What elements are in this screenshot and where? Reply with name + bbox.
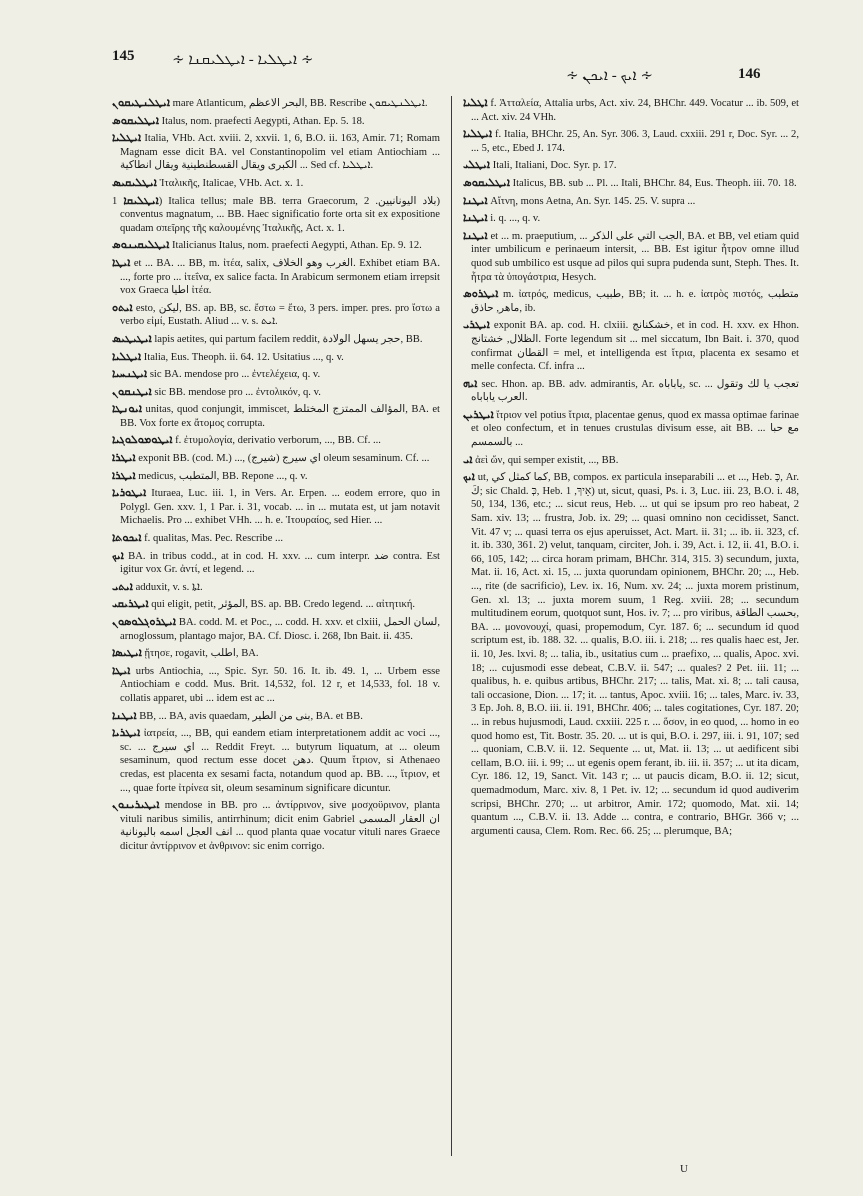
dictionary-entry bbox=[463, 176, 799, 191]
entry-lemma: ܐܝܛܠܝ bbox=[463, 158, 491, 172]
entry-text: sec. Hhon. ap. BB. adv. admirantis, Ar. ياباباه, sc. ... تعجب يا لك وتقول العرب ياباباه. bbox=[471, 378, 799, 404]
dictionary-entry bbox=[112, 451, 440, 466]
entry-text: Italia, VHb. Act. xviii. 2, xxvii. 1, 6, B.O. ii. 163, Amir. 71; Romam Magnam esse dicit BA. vel Constantinopolim vel etiam Antiochiam ... الكبرى ويقال القسطنطينية ويقال انطاكية ... Sed cf. ܐܝܛܠܝܐ. bbox=[120, 133, 440, 172]
dictionary-entry bbox=[463, 211, 799, 226]
dictionary-entry bbox=[463, 470, 799, 838]
entry-lemma: ܐܛܠܝܐ bbox=[463, 96, 488, 109]
dictionary-entry bbox=[112, 709, 440, 724]
entry-lemma: ܐܝܛܪܐ bbox=[112, 468, 136, 482]
left-column bbox=[112, 96, 440, 1156]
entry-text: ἴτριον vel potius ἴτρια, placentae genus, quod ex massa optimae farinae et oleo confectum, et in tenues crustulas divisum esse, ait BB. ... مع حبا بالسمسم ... bbox=[471, 409, 799, 449]
right-page-number: 146 bbox=[738, 66, 761, 82]
entry-lemma: ܐܝܛܪܝ bbox=[463, 318, 490, 332]
entry-text: Italus, nom. praefecti Aegypti, Athan. Ep. 5. 18. bbox=[161, 115, 365, 127]
entry-text: unitas, quod conjungit, immiscet, المؤالف الممتزج المختلط, BA. et BB. Vox forte ex ἄτομος corrupta. bbox=[120, 404, 440, 429]
entry-lemma: ܐܝܛܢܐ bbox=[463, 211, 488, 225]
dictionary-entry bbox=[112, 726, 440, 795]
entry-text: BB, ... BA, avis quaedam, بنى من الطير, BA. et BB. bbox=[139, 710, 363, 722]
entry-text: qui eligit, petit, المؤثر, BS. ap. BB. Credo legend. ... αἰτητική. bbox=[151, 599, 416, 611]
dictionary-entry bbox=[463, 453, 799, 468]
entry-lemma: ܐܝܛܐ bbox=[112, 663, 131, 677]
entry-lemma: ܐܝܟ bbox=[112, 548, 124, 562]
entry-lemma: ܐܝܛܘܡܘܠܘܓܝܐ bbox=[112, 433, 173, 447]
dictionary-entry bbox=[112, 615, 440, 643]
page-header bbox=[0, 44, 863, 84]
dictionary-entry bbox=[112, 549, 440, 577]
entry-lemma: ܐܝܛܪܝܐ bbox=[112, 726, 141, 740]
entry-text: 1) Italica tellus; male BB. terra Graecorum, بلاد اليونانيين. 2) conventus magnatum, ... BB. Haec significatio forte orta sit ex expositione quadam σπεῖρης τῆς καλουμένης Ἰταλικῆς, Act. x. 1. bbox=[112, 195, 440, 234]
dictionary-entry bbox=[463, 408, 799, 450]
entry-lemma: ܐܝܟܘܬܐ bbox=[112, 531, 142, 545]
dictionary-entry bbox=[112, 469, 440, 484]
entry-lemma: ܐܝ bbox=[463, 452, 473, 466]
entry-lemma: ܐܝܛܠܝܩܘܣ bbox=[463, 175, 510, 189]
entry-lemma: ܐܝܛܢܩܘܢ bbox=[112, 384, 152, 398]
entry-lemma: ܐܝܛܢܐ bbox=[463, 228, 488, 242]
signature-mark: U bbox=[680, 1163, 688, 1175]
entry-text: Italicus, BB. sub ... Pl. ... Itali, BHChr. 84, Eus. Theoph. iii. 70. 18. bbox=[512, 177, 797, 189]
left-running-head: ∻ ܐܝܛܠܝܐ - ܐܝܛܠܝܩܢܐ ∻ bbox=[172, 52, 314, 68]
dictionary-entry bbox=[463, 287, 799, 315]
entry-lemma: ܐܝܛܝܛܝܣ bbox=[112, 331, 152, 345]
entry-text: exponit BB. (cod. M.) ..., اي سيرج (شيرج) oleum sesaminum. Cf. ... bbox=[138, 453, 430, 465]
entry-text: exponit BA. ap. cod. H. clxiii. خشكنانج, et in cod. H. xxv. ex Hhon. الظلال, خشتانج. Forte legendum sit ... mel siccatum, Ibn Bait. i. 370, quod confirmat القطان = mel, et intelligenda est ἴτρια, placenta ex sesamo et melle confecta. Cf. infra ... bbox=[471, 320, 799, 373]
entry-text: Αἴτνη, mons Aetna, An. Syr. 145. 25. V. supra ... bbox=[490, 195, 696, 207]
entry-text: Italia, Eus. Theoph. ii. 64. 12. Usitatius ..., q. v. bbox=[143, 351, 344, 363]
entry-text: f. ἐτυμολογία, derivatio verborum, ..., BB. Cf. ... bbox=[175, 435, 381, 447]
entry-text: ᾔτησε, rogavit, اطلب, BA. bbox=[144, 648, 259, 660]
dictionary-entry bbox=[112, 301, 440, 329]
entry-text: f. Ἀτταλεία, Attalia urbs, Act. xiv. 24, BHChr. 449. Vocatur ... ib. 509, et ... Act. xiv. 24 VHh. bbox=[471, 98, 799, 123]
dictionary-entry bbox=[463, 127, 799, 155]
entry-text: Ἰταλικῆς, Italicae, VHb. Act. x. 1. bbox=[159, 177, 304, 189]
entry-text: f. qualitas, Mas. Pec. Rescribe ... bbox=[144, 533, 284, 545]
entry-lemma: ܐܝܟ bbox=[463, 470, 475, 484]
dictionary-entry bbox=[112, 114, 440, 129]
entry-text: esto, ليكن, BS. ap. BB, sc. ἔστω = ἔτω, 3 pers. imper. pres. pro ἴστω a verbo εἰμί, Eustath. Aliud ... v. s. ܐܝܬ. bbox=[120, 302, 440, 328]
dictionary-entry bbox=[463, 377, 799, 405]
entry-text: sic BA. mendose pro ... ἐντελέχεια, q. v. bbox=[149, 369, 321, 381]
dictionary-entry bbox=[112, 350, 440, 365]
dictionary-entry bbox=[112, 597, 440, 612]
column-divider bbox=[451, 96, 452, 1156]
dictionary-entry bbox=[463, 158, 799, 173]
entry-text: adduxit, v. s. ܐܬܐ. bbox=[135, 581, 203, 593]
entry-lemma: ܐܝܛܪܘܓܠܘܣܘܢ bbox=[112, 615, 176, 628]
entry-text: f. Italia, BHChr. 25, An. Syr. 306. 3, Laud. cxxiii. 291 r, Doc. Syr. ... 2, ... 5, etc., Ebed J. 174. bbox=[471, 129, 799, 154]
entry-lemma: ܐܝܛܢܐ bbox=[112, 708, 137, 722]
entry-lemma: ܐܝܛܪܝܩܝ bbox=[112, 597, 149, 611]
dictionary-entry bbox=[112, 486, 440, 528]
entry-text: medicus, المتطبب, BB. Repone ..., q. v. bbox=[138, 470, 308, 482]
entry-lemma: ܐܝܛܢܐ bbox=[463, 193, 488, 207]
left-page-number: 145 bbox=[112, 48, 135, 64]
entry-lemma: ܐܝܛܠܝܩܘܣ bbox=[112, 113, 159, 127]
entry-lemma: ܐܝܛܪܐ bbox=[112, 451, 136, 465]
entry-text: urbs Antiochia, ..., Spic. Syr. 50. 16. It. ib. 49. 1, ... Urbem esse Antiochiam e codd. Mus. Brit. 14,532, fol. 12 r, et 14,533, fol. 18 v. collatis apparet, ubi ... idem est ac ... bbox=[120, 665, 440, 704]
dictionary-entry bbox=[112, 332, 440, 347]
entry-lemma: ܐܝܛܠܝܐ bbox=[463, 127, 493, 141]
dictionary-entry bbox=[112, 664, 440, 706]
dictionary-entry bbox=[463, 229, 799, 284]
dictionary-entry bbox=[463, 194, 799, 209]
entry-text: BA. in tribus codd., at in cod. H. xxv. ... cum interpr. ضد contra. Est igitur vox Gr. ἀντί, et legend. ... bbox=[120, 550, 440, 576]
dictionary-entry bbox=[112, 580, 440, 595]
dictionary-entry bbox=[112, 176, 440, 191]
entry-lemma: ܐܝܛܠܢܛܝܩܘܢ bbox=[112, 96, 170, 109]
right-running-head: ∻ ܐܝܟ - ܐܝܟܢ ∻ bbox=[566, 68, 653, 84]
entry-lemma: ܐܝܛܠܝܩܐ bbox=[123, 193, 159, 207]
dictionary-entry bbox=[112, 96, 440, 111]
entry-text: ἰατρεία, ..., BB, qui eandem etiam interpretationem addit ac voci ..., sc. ... اي سيرج ... Reddit Freyt. ... butyrum liquatum, at ... oleum sesaminum, quod rectum esse docet دهن. Quum ἴτριον, si Athenaeo credas, est placenta ex sesami facta, notandum quod ap. BB. ..., ἴτριον, et ..., quae forte ἰτρίνεα sit, oleum sesaminum significare dicuntur. bbox=[120, 728, 440, 794]
dictionary-entry bbox=[112, 433, 440, 448]
dictionary-entry bbox=[112, 385, 440, 400]
entry-text: et ... BA. ... BB, m. ἰτέα, salix, الغرب وهو الخلاف. Exhibet etiam BA. ..., forte pro ... ἰτεΐνα, ex salice facta. In Arabicum sermonem etiam irrepsit vox Graeca اطيا ἰτέα. bbox=[120, 257, 440, 297]
entry-text: ἀεὶ ὤν, qui semper existit, ..., BB. bbox=[475, 454, 619, 466]
entry-text: i. q. ..., q. v. bbox=[490, 213, 541, 225]
dictionary-entry bbox=[112, 402, 440, 430]
dictionary-entry bbox=[463, 318, 799, 373]
entry-lemma: ܐܝܗ bbox=[463, 376, 478, 390]
entry-lemma: ܐܝܛܠܝܩܝܣ bbox=[112, 175, 157, 189]
entry-lemma: ܐܝܘܢܛܐ bbox=[112, 402, 142, 416]
entry-lemma: ܐܝܛܢܚܝܐ bbox=[112, 367, 148, 381]
entry-lemma: ܐܝܛܘܪܝܐ bbox=[112, 486, 147, 500]
entry-text: mare Atlanticum, البحر الاعظم, BB. Rescribe ܐܝܛܠܢܛܝܩܘܢ. bbox=[172, 98, 428, 109]
dictionary-entry bbox=[112, 798, 440, 853]
right-column bbox=[463, 96, 799, 1156]
entry-lemma: ܐܝܛܪܝܢ bbox=[463, 407, 494, 421]
dictionary-entry bbox=[112, 131, 440, 173]
entry-text: Itali, Italiani, Doc. Syr. p. 17. bbox=[492, 160, 617, 172]
entry-text: Italicianus Italus, nom. praefecti Aegypti, Athan. Ep. 9. 12. bbox=[172, 240, 422, 252]
entry-text: BA. codd. M. et Poc., ... codd. H. xxv. et clxiii, لسان الحمل, arnoglossum, plantago major, BA. Cf. Diosc. i. 268, Ibn Bait. ii. 435. bbox=[120, 617, 440, 642]
entry-text: sic BB. mendose pro ... ἐντολικόν, q. v. bbox=[154, 386, 321, 398]
dictionary-entry bbox=[112, 367, 440, 382]
entry-lemma: ܐܝܛܪܘܣ bbox=[463, 287, 499, 301]
dictionary-entry bbox=[463, 96, 799, 124]
dictionary-entry bbox=[112, 531, 440, 546]
dictionary-entry bbox=[112, 256, 440, 298]
entry-text: mendose in BB. pro ... ἀντίρρινον, sive μοσχοϋρινον, planta vituli naribus similis, antirrhinum; dicit enim Gabriel ان العقار المسمى انف العجل اسمه باليونانية ... quod planta quae vocatur vituli nares Graece dicitur ἀντίρρινον et ἀνθρινον: sic enim corrigo. bbox=[120, 800, 440, 852]
entry-lemma: ܐܝܛܠܝܐ bbox=[112, 349, 142, 363]
entry-lemma: ܐܝܬܘ bbox=[112, 300, 133, 314]
dictionary-entry bbox=[112, 646, 440, 661]
dictionary-entry bbox=[112, 238, 440, 253]
entry-lemma: ܐܝܛܝܪܝܢܘܢ bbox=[112, 798, 160, 812]
entry-lemma: ܐܝܛܝܣܐ bbox=[112, 646, 142, 660]
entry-text: Ituraea, Luc. iii. 1, in Vers. Ar. Erpen. ... eodem errore, quo in Polygl. Gen. xxv. 1, 1 Par. i. 31, vocab. ... in ... mutata est, ut jam notavit Michaelis. Pro ... exhibet VHh. ... h. e. Ἰτουραίος, sed Hier. ... bbox=[120, 488, 440, 527]
dictionary-entry bbox=[112, 194, 440, 236]
entry-text: ut, كما كمثل كي, BB, compos. ex particula inseparabili ... et ..., Heb. כְּ, Ar. كَ; sic Chald. כְּ, Heb. אֵיךְ, 1) ut, sicut, quasi, Ps. i. 3, Luc. iii. 23, B.O. i. 48, 50, 134, 136, etc.; ... sicut reus, Heb. ... ut qui se ipsum pro reo habeat, 2 Sam. xiv. 13; ... frustra, Job. ix. 29; ... quasi omnino non cecidisset, Sanct. Vit. 47 v; ... quasi terra os ejus aperuisset, Act. Mart. ii. 31; ... ib. ii. 323, cf. it. ib. 330, 361. 2) velut, tanquam, circiter, Joh. i. 39, Act. i. 12, ii. 41, B.O. i. 66, 105, 142; ... circa horam primam, BHChr. 314, 315. 3) secundum, juxta, Mat. ii. 16, Act. xi. 15, ... juxta quorundam opinionem, BHChr. 20; ..., Heb. ..., rite (de sacrificio), Lev. ix. 16, Num. xv. 24; ... juxta morem pristinum, Gen. xl. 13; ... juxta morem suum, 1 Reg. xviii. 28; ... secundum multitudinem eorum, quotquot sunt, Hos. iv. 7; ... pro viribus, بحسب الطاقة, BA. ... μονονουχί, quasi, propemodum, Cyr. 187. 6; ... secundum id quod scriptum est, ib. 188. 32. ... qualis, B.O. iii. i. 218; ... res qualis haec est, Jer. ii. 10, Jes. lxvi. 8; ... talia, ib., usitatius cum ... praefixo, ... qualis, Apoc. xvi. 18; ... cujusmodi esse debeat, C.B.V. ii. 547; ... quales? 2 Pet. iii. 11; ... qualibus, h. e. quibus artibus, BHChr. 217; ... talis, Mat. xi. 8; ... tali causa, tali occasione, Dion. ... 17; it. ... tantus, Apoc. xviii. 16; ... tales, Marc. iv. 33, 3 Ep. Joh. 8, B.O. iii. ii. 191, BHChr. 406; ... tales cogitationes, Cyr. 187. 20; ... in rebus hujusmodi, Laud. cxxiii. 225 r. ... ὅσον, in eo quod, ... homo in eo quod homo est, Tit. Bostr. 35. 20. ... ut is qui, B.O. i. 297, iii. i. 91, 107; sed ... quoniam, C.B.V. ii. 12. Sequente ... ut, Mat. ii. 13; ... ut aedificent sibi cellam, B.O. iii. i. 99; ... ut egenis opem ferant, ib. iii. ii. 357; ... ut ita dicam, Cyr. 186. 12, 19, Sanct. Vit. 143 r; ... ut paucis dicam, B.O. ii. 12; sicut, quemadmodum, Marc. xiv. 8, 1 Pet. iv. 12; ... secundum id quod audiverim scripsi, BHChr. 270; ... ut arbitror, Amir. 172; quomodo, Mat. xii. 14; quantum ..., C.B.V. ii. 13. Adde ... contra, e contrario, BHGr. 366 v; ... argumenti causa, Clem. Rom. Rec. 66. 25; ... plerumque, BA; bbox=[471, 472, 799, 837]
entry-lemma: ܐܝܛܠܝܐ bbox=[112, 131, 142, 145]
entry-lemma: ܐܝܛܠܝܩܝܢܘܣ bbox=[112, 238, 170, 252]
entry-lemma: ܐܝܛܐ bbox=[112, 255, 131, 269]
entry-text: et ... m. praeputium, ... الجب التي على الذكر, BA. et BB, vel etiam quid inter umbilicum e perinaeum intersit, ... BB. Est igitur ἦτρον omne illud quod sub umbilico est usque ad pilos qui supra pudenda sunt, Steph. Thes. It. ἦτρα τὰ ὑπογάστρια, Hesych. bbox=[471, 230, 799, 283]
entry-lemma: ܐܝܬܝ bbox=[112, 579, 133, 593]
entry-text: lapis aetites, qui partum facilem reddit, حجر يسهل الولادة, BB. bbox=[154, 333, 423, 345]
entry-text: m. ἰατρός, medicus, طبيب, BB; it. ... h. e. ἰατρὸς πιστός, متطبب ماهر, حاذق, ib. bbox=[471, 289, 799, 314]
